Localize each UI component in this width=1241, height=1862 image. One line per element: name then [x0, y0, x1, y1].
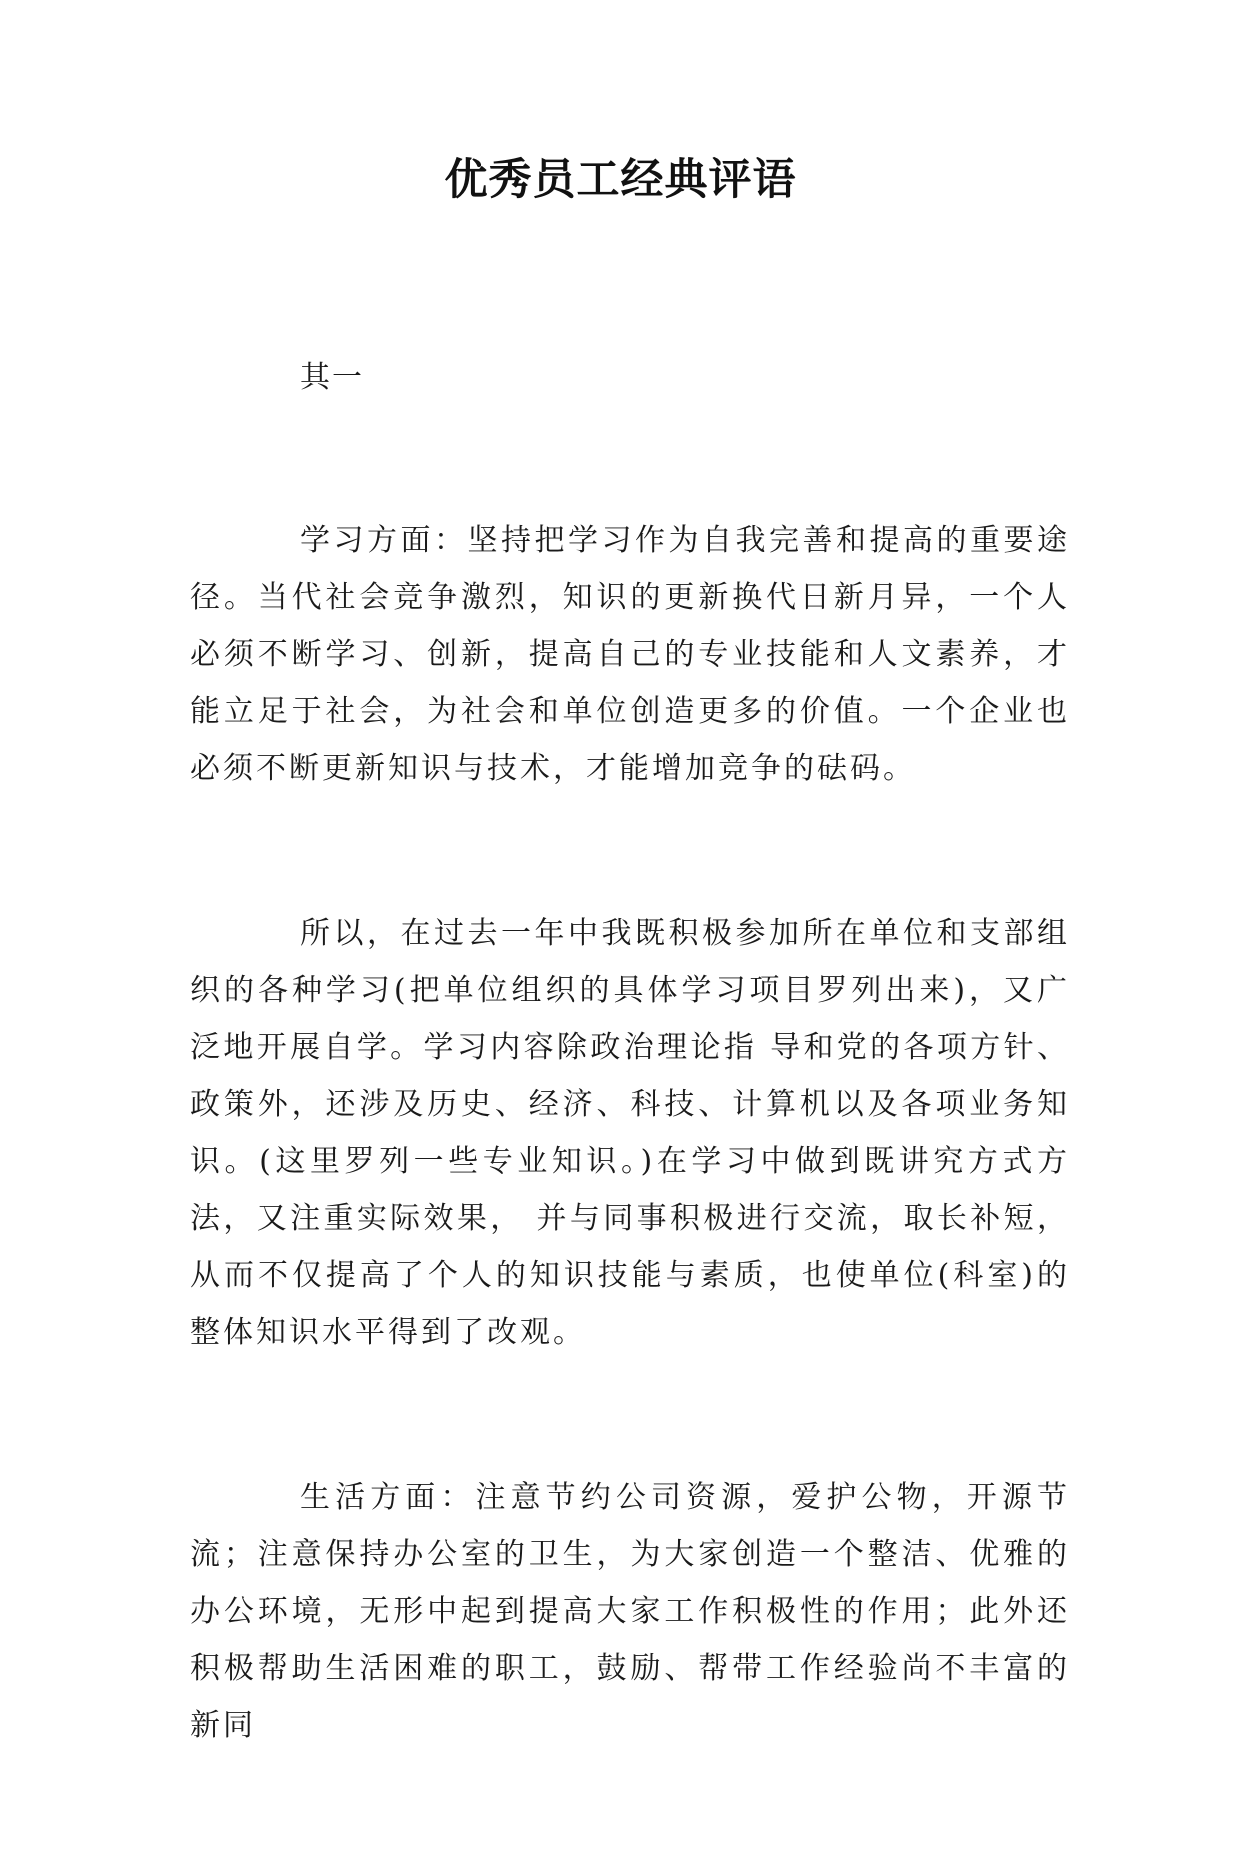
paragraph-life: 生活方面：注意节约公司资源，爱护公物，开源节流；注意保持办公室的卫生，为大家创造一个整洁、优雅的办公环境，无形中起到提高大家工作积极性的作用；此外还积极帮助生活困难的职工，鼓励、帮带工作经验尚不丰富的新同	[190, 1480, 1070, 1743]
paragraph-study: 学习方面：坚持把学习作为自我完善和提高的重要途径。当代社会竞争激烈，知识的更新换代日新月异，一个人必须不断学习、创新，提高自己的专业技能和人文素养，才能立足于社会，为社会和单位创造更多的价值。一个企业也必须不断更新知识与技术，才能增加竞争的砝码。	[190, 523, 1070, 786]
document-title: 优秀员工经典评语	[444, 155, 797, 205]
paragraph-study-details: 所以，在过去一年中我既积极参加所在单位和支部组织的各种学习(把单位组织的具体学习项目罗列出来)，又广泛地开展自学。学习内容除政治理论指 导和党的各项方针、政策外，还涉及历史、经济、科技、计算机以及各项业务知识。(这里罗列一些专业知识。)在学习中做到既讲究方式方法，又注重实际效果， 并与同事积极进行交流，取长补短，从而不仅提高了个人的知识技能与素质，也使单位(科室)的整体知识水平得到了改观。	[190, 916, 1070, 1350]
section-label: 其一	[300, 360, 364, 395]
document-body	[190, 350, 1070, 1862]
